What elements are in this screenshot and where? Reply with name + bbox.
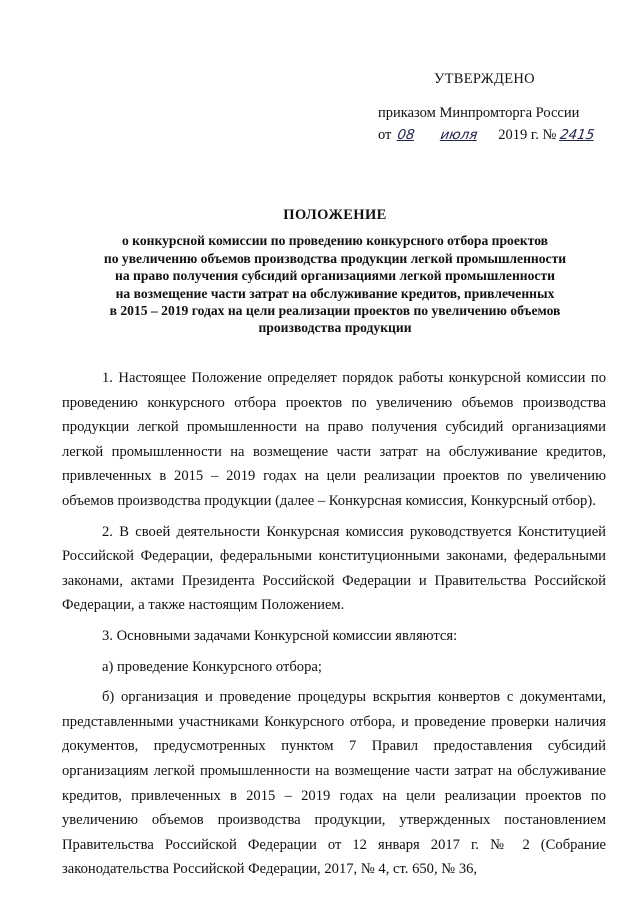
handwritten-order-number: 2415 [558,127,596,143]
subtitle-line: производства продукции [258,320,412,336]
approved-stamp-label: УТВЕРЖДЕНО [434,71,535,87]
handwritten-day: 08 [396,127,416,143]
subtitle-line: по увеличению объемов производства продукции легкой промышленности [103,250,567,266]
subtitle-line: на право получения субсидий организациями легкой промышленности [115,268,555,284]
subtitle-line: в 2015 – 2019 годах на цели реализации проектов по увеличению объемов [109,303,561,319]
subtitle-line: на возмещение части затрат на обслуживание кредитов, привлеченных [115,285,555,301]
document-title-block [60,207,610,337]
approval-block [378,68,628,146]
order-reference: приказом Минпромторга России [378,105,580,121]
paragraph-1: 1. Настоящее Положение определяет порядок работы конкурсной комиссии по проведению конкурсного отбора проектов по увеличению объемов производства продукции легкой промышленности на право получения субсидий организациями легкой промышленности на возмещение части затрат на обслуживание кредитов, привлеченных в 2015 – 2019 годах на цели реализации проектов по увеличению объемов производства продукции (далее – Конкурсная комиссия, Конкурсный отбор). [62,370,606,509]
handwritten-month: июля [439,127,479,143]
paragraph-3b: б) организация и проведение процедуры вскрытия конвертов с документами, представленными участниками Конкурсного отбора, и проведение проверки наличия документов, предусмотренных пунктом 7 Правил предоставления субсидий организациям легкой промышленности на возмещение части затрат на обслуживание кредитов, привлеченных в 2015 – 2019 годах на цели реализации проектов по увеличению объемов производства продукции, утвержденных постановлением Правительства Российской Федерации от 12 января 2017 г. № 2 (Собрание законодательства Российской Федерации, 2017, № 4, ст. 650, № 36, [62,689,606,878]
subtitle-line: о конкурсной комиссии по проведению конкурсного отбора проектов [121,233,548,249]
document-body [62,366,606,882]
year-number-label: 2019 г. № [498,127,557,143]
paragraph-2: 2. В своей деятельности Конкурсная комиссия руководствуется Конституцией Российской Федерации, федеральными конституционными законами, федеральными законами, актами Президента Российской Федерации и Правительства Российской Федерации, а также настоящим Положением. [62,523,606,614]
order-date-number [378,124,628,146]
document-title: ПОЛОЖЕНИЕ [283,207,387,223]
from-label: от [378,127,392,143]
paragraph-3: 3. Основными задачами Конкурсной комиссии являются: [102,627,458,644]
paragraph-3a: а) проведение Конкурсного отбора; [102,658,322,675]
